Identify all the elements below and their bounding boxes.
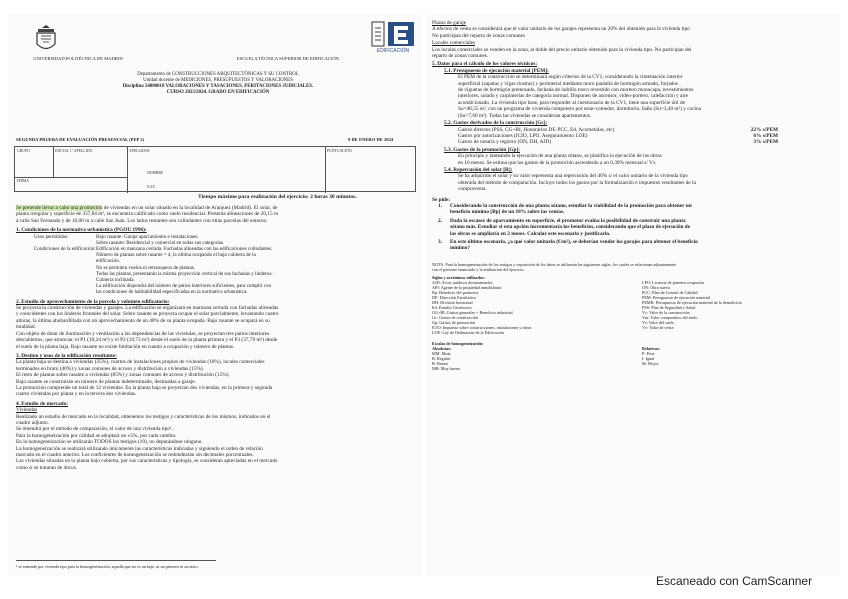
section-4-line: Se obtendrá por el método de comparación, el valor de una vivienda tipo¹.: [16, 426, 173, 433]
acronym: Vm: Valor comparativo del suelo: [642, 314, 698, 320]
section-3-line: terminados en bruto (40%) y zonas comunes de acceso y distribución a viviendas (15%).: [16, 365, 204, 372]
acronym: DF: Dirección Facultativa: [432, 294, 476, 300]
scale-item: B: Bueno: [432, 360, 448, 366]
question-number: 1.: [438, 202, 442, 209]
garage-title: Plazas de garaje: [432, 20, 467, 26]
cost-value: 3% s/PEM: [753, 139, 778, 146]
premises-line: reparto de zonas comunes.: [432, 53, 489, 60]
name-field[interactable]: NOMBRE: [147, 171, 164, 175]
section-4-line: En la homogeneización se utilizarán TODOS los testigos (10), no depurándose ninguno.: [16, 439, 203, 446]
edificacion-logo-icon: [370, 20, 416, 54]
cost-label: Gastos de notaría y registro (ON, DH, AJD): [458, 139, 552, 146]
intro-text: de viviendas en un solar situado en la localidad de Aranjuez (Madrid). El solar, de: [102, 205, 278, 211]
row-value: Cubierta inclinada.: [96, 277, 135, 284]
scale-heading: Absolutas:: [432, 345, 452, 351]
section-2-line: descubiertos, que arrancan: el P1 (10,24 m²) y el P2 (10,73 m²) desde el suelo de la planta primera y el P3 (37,79 m²) desde: [16, 337, 278, 344]
pem-line: de viguetas de hormigón pretensado, fachada de ladrillo tosco revestido con mortero monocapa, revestimientos: [458, 87, 694, 94]
acronym: Vc: Valor de la construcción: [642, 309, 690, 315]
question-text: sótano más. Estudiar si esta opción incrementaría los beneficios, considerando que el plazo de ejecución de: [450, 224, 691, 231]
pem-line: Su=46,55 m², con un programa de vivienda compuesto por estar-comedor, dormitorio, baño (Su=3,40 m²) y cocina: [458, 106, 702, 113]
footnote: ¹ se entiende por vivienda tipo para la homogeneización, aquella que no es un bajo, ni un primero ni un ático.: [16, 564, 199, 569]
acronym: PEM: Presupuesto de ejecución material: [642, 294, 710, 300]
nif-field[interactable]: N.I.F.: [147, 185, 156, 189]
question-number: 2.: [438, 217, 442, 224]
row-value: Sobre rasante: Residencial y comercial en todas sus categorías.: [96, 239, 225, 246]
section-4-line: Realizado un estudio de mercado en la localidad, obtenemos los testigos y características de los mismos, indicados en el: [16, 413, 271, 420]
section-4-line: marcado en el cuadro anterior. Los coeficientes de homogeneización se redondearán sin decimales porcentuales.: [16, 452, 254, 458]
question-1: [438, 203, 836, 216]
cost-value: 6% s/PEM: [753, 132, 778, 139]
department-line: Departamento de CONSTRUCCIONES ARQUITECTÓNICAS Y SU CONTROL: [137, 72, 299, 77]
department-line: Disciplina 54000018 VALORACIONES Y TASACIONES. PERITACIONES JUDICIALES.: [122, 84, 314, 89]
question-3: [438, 239, 836, 252]
acronyms-title: Siglas y acrónimos utilizados:: [432, 274, 485, 280]
section-5-2-title: 5.2. Gastos derivados de la construcción [Gc]:: [444, 120, 548, 127]
student-id-form: [14, 146, 416, 192]
row-value: Edificación en manzana cerrada. Fachadas alineadas con las edificaciones colindantes.: [96, 246, 273, 253]
section-4-line: Para la homogeneización por calidad se adoptará un ±5%, por cada cambio.: [16, 432, 177, 439]
exam-body: [16, 205, 416, 471]
section-2-line: Se proyecta la construcción de viviendas y garajes. La edificación se organizará en manzana cerrada con fachadas alineadas: [16, 305, 279, 312]
pem-line: acondicionado. La vivienda tipo base, para responder al cuestionario de la CV1, tiene una superficie útil de: [458, 99, 685, 106]
intro-line: planta irregular y superficie de 337,84 m², se encuentra calificado como suelo residencial. Presenta alineaciones de 20,15 m: [16, 211, 279, 218]
scale-item: MM: Muía: [432, 350, 451, 356]
exam-page-left: [8, 14, 422, 577]
note-line: NOTA. Para la homogeneización de los testigos y exposición de los datos se utilizarán las siguientes siglas, los cuales se relacionan adjuntamente: [432, 261, 676, 267]
section-4-subtitle: Viviendas: [16, 407, 38, 414]
row-value: No se permiten vuelos ni retranqueos de plantas.: [96, 264, 196, 271]
intro-highlight: Se pretende llevar a cabo una promoción: [16, 205, 103, 211]
section-3-line: La planta baja se destina a viviendas (35%), cuartos de instalaciones propios de viviendas (10%), locales comerciales: [16, 359, 265, 366]
scale-item: I: Igual: [642, 355, 655, 361]
question-text: En este último escenario, ¿a qué valor unitario (€/m²), se deberían vender los garajes para obtener el beneficio: [450, 239, 698, 245]
section-5-4-title: 5.4. Repercusión del solar [R]:: [444, 166, 513, 173]
scale-item: B: Regular: [432, 355, 451, 361]
land-line: compraventa.: [458, 186, 487, 193]
pem-line: interiores, solado y carpinterías de categoría normal. Disponen de ascensor, video-portero, calefacción y aire: [458, 93, 688, 100]
garage-line: No participan del reparto de zonas comunes: [432, 32, 525, 39]
row-value: Bajo rasante: Garaje aparcamiento e instalaciones.: [96, 233, 199, 240]
acronym: ON: Obra nueva: [642, 284, 670, 290]
pem-line: superficial (zapatas y vigas riostras) y perimetral mediante muro pantalla de hormigón armado, forjados: [458, 80, 679, 87]
acronyms-table: [432, 280, 836, 335]
promotion-line: en 16 meses. Se estima que los gastos de la promoción ascenderán a un 0,30% mensual s/ Vv.: [458, 159, 657, 166]
initial-field[interactable]: INICIAL 1º APELLIDO: [55, 149, 93, 153]
questions-label: Se pide:: [432, 196, 451, 203]
acronym: Vs: Valor del suelo: [642, 319, 674, 325]
acronym: AJD: Actos jurídicos documentados: [432, 279, 493, 285]
section-5-1-title: 5.1. Presupuesto de ejecución material [PEM]:: [444, 67, 549, 74]
uses-row: [34, 234, 416, 246]
scale-item: P: Peor: [642, 350, 655, 356]
acronym: ICIO: Impuesto sobre construcciones, instalaciones y obras: [432, 324, 532, 330]
cost-label: Gastos directos (PSS, CG+BI, Honorarios DF, PCC, Ed, Acometidas, etc): [458, 126, 615, 133]
question-2: [438, 218, 836, 237]
camscanner-watermark: Escaneado con CamScanner: [656, 574, 813, 588]
row-key: Usos permitidos:: [34, 233, 69, 240]
acronym: LPO: Licencia de primera ocupación: [642, 279, 704, 285]
note-line: con el presente enunciado y la realización del ejercicio.: [432, 266, 525, 272]
section-2-line: el suelo de la planta baja. Bajo rasante no existe limitación en cuanto a ocupación y número de plantas.: [16, 343, 235, 350]
garage-line: A efectos de venta se considerará que el valor unitario de los garajes representa un 20% del obtenido para la vivienda tipo: [432, 26, 690, 33]
section-2-line: y coincidentes con los linderos frontales del solar. Sobre rasante se proyecta ocupar el solar parcialmente, levantando cuatro: [16, 311, 279, 318]
section-3-line: El resto de plantas sobre rasante a viviendas (85%) y zonas comunes de acceso y distribución (15%).: [16, 372, 230, 379]
school-name: ESCUELA TÉCNICA SUPERIOR DE EDIFICACIÓN: [236, 56, 340, 61]
land-line: Se ha adquirido el solar y su valor representa una repercusión del 40% s/ el valor unitario de la vivienda tipo: [458, 173, 688, 180]
surnames-field[interactable]: APELLIDOS: [129, 149, 150, 153]
question-text: beneficio mínimo [Bp] de un 18% sobre las ventas.: [450, 209, 565, 216]
section-2-line: alturas, la última abuhardillada con un aprovechamiento de un 40% de su planta ocupada. Bajo rasante se ocupará en su: [16, 317, 270, 324]
section-3-line: Bajo rasante se construirán un número de plantas indeterminado, destinadas a garaje.: [16, 378, 196, 385]
score-field[interactable]: PUNTUACIÓN: [327, 149, 352, 153]
university-crest-icon: [34, 24, 58, 54]
department-line: Unidad docente de MEDICIONES, PRESUPUESTOS Y VALORACIONES: [143, 78, 293, 83]
university-name: UNIVERSIDAD POLITÉCNICA DE MADRID: [33, 56, 123, 61]
section-3-line: cuatro viviendas por planta y en la tercera dos viviendas.: [16, 391, 137, 398]
question-text: mínimo?: [450, 245, 471, 252]
pem-line: El PEM de la construcción se determinará según criterios de la CV1, considerando la cimentación interior: [458, 74, 683, 81]
logo-text: EDIFICACIÓN: [376, 48, 410, 54]
scales-title: Escalas de homogeneización:: [432, 340, 484, 346]
intro-line: a calle San Fernando y de 16,00 m a calle San Juan. Los lados restantes son colindantes con otras parcelas del entorno.: [16, 217, 268, 224]
section-2-line: totalidad.: [16, 324, 36, 331]
right-body: [432, 20, 836, 371]
exam-date: 9 DE ENERO DE 2024: [348, 137, 394, 142]
acronym: DH: División horizontal: [432, 299, 473, 305]
row-value: Número de plantas sobre rasante = 4, la última ocupando el bajo cubierta de la: [96, 252, 256, 259]
building-conditions-row: [34, 246, 416, 296]
section-1-title: 1. Condiciones de la normativa urbanística (PGOU 1996):: [16, 227, 147, 234]
section-4-line: Las viviendas situadas en la planta bajo cubierta, por sus características y tipología, se consideran apreciadas en el mercado: [16, 458, 278, 465]
acronym: Gp: Gastos de promoción: [432, 319, 475, 325]
row-value: las condiciones de habitabilidad especificadas en la normativa urbanística.: [96, 289, 248, 296]
acronym: PEMR: Presupuesto de ejecución material de la demolición: [642, 299, 742, 305]
question-text: Dada la escasez de aparcamiento en superficie, el promotor evalúa la posibilidad de construir una planta: [450, 217, 686, 224]
promotion-line: En principio y tanteando la ejecución de una planta sótano, se planifica la ejecución de las obras: [458, 153, 662, 160]
acronym: API: Agente de la propiedad inmobiliaria: [432, 284, 502, 290]
row-key: Condiciones de la edificación:: [34, 246, 96, 253]
question-text: Considerando la construcción de una planta sótano, estudiar la viabilidad de la promoción para obtener un: [450, 202, 692, 209]
grupo-field[interactable]: GRUPO: [17, 149, 30, 153]
time-limit: Tiempo máximo para realización del ejercicio: 2 horas 30 minutos.: [198, 194, 357, 200]
section-4-line: cuadro adjunto.: [16, 419, 49, 426]
department-line: CURSO 2023/2024. GRADO EN EDIFICACIÓN: [166, 90, 270, 95]
pem-line: (Su=7,60 m²). Todas las viviendas se consideran apartamentos.: [458, 112, 592, 119]
cost-row: [458, 139, 778, 145]
acronym: Vv: Valor de venta: [642, 324, 674, 330]
question-text: las obras se ampliaría en 2 meses. Calcular este escenario y justificarlo.: [450, 230, 611, 237]
cost-label: Gastos por autorizaciones (ICIO, LPO, Aseguramiento LOE): [458, 132, 588, 139]
section-4-title: 4. Estudio de mercado:: [16, 400, 68, 407]
acronym: LOE: Ley de Ordenación de la Edificación: [432, 329, 504, 335]
exam-title: SEGUNDA PRUEBA DE EVALUACIÓN PRESENCIAL (PEP 2): [16, 137, 145, 142]
cost-value: 22% s/PEM: [750, 126, 778, 133]
acronym: PCC: Plan de Control de Calidad: [642, 289, 698, 295]
exam-page-right: [426, 14, 840, 577]
acronym: Ed: Estudio Geotécnico: [432, 304, 472, 310]
acronym: Bp: Beneficio del promotor: [432, 289, 479, 295]
department-block: [68, 72, 368, 96]
section-2-line: Con objeto de dotar de iluminación y ventilación a las dependencias de las viviendas, se proyectan tres patios interiores: [16, 330, 270, 337]
acronym: Gc: Gastos de construcción: [432, 314, 478, 320]
question-number: 3.: [438, 239, 442, 245]
section-4-line: La homogeneización se realizará utilizando únicamente las características indicadas y siguiendo el orden de relación: [16, 445, 263, 452]
section-5-3-title: 5.3. Gastos de la promoción [Gp]:: [444, 146, 520, 153]
premises-line: Los locales comerciales se venden en la zona, al doble del precio unitario obtenido para la vivienda tipo. No participan del: [432, 46, 692, 53]
signature-field[interactable]: FIRMA: [17, 179, 30, 183]
scales-table: [432, 346, 836, 371]
scale-item: M: Mejor: [642, 360, 659, 366]
scale-heading: Relativas:: [642, 345, 660, 351]
acronym: GG+BI: Gastos generales + Beneficio industrial: [432, 309, 513, 315]
section-2-title: 2. Estudio de aprovechamiento de la parcela y volumen edificatorio:: [16, 298, 170, 305]
acronym: PSS: Plan de Seguridad y Salud: [642, 304, 696, 310]
section-5-title: 5. Datos para el cálculo de los valores técnicos:: [432, 61, 538, 68]
row-value: edificación.: [96, 258, 120, 265]
row-value: Todas las plantas, presentarán la misma proyección vertical de sus fachadas y linderos.: [96, 270, 273, 277]
section-4-line: como si se trataran de áticos.: [16, 464, 78, 471]
land-line: obtenida del método de comparación. Incluye todos los gastos por la formalización e impuestos resultantes de la: [458, 179, 696, 186]
scale-item: MB: Muy bueno: [432, 365, 460, 371]
section-3-line: La promoción comprende un total de 12 viviendas. En la planta baja se proyectan dos viviendas, en la primera y segunda: [16, 384, 273, 391]
premises-title: Locales comerciales: [432, 40, 476, 47]
section-3-title: 3. Destino y usos de la edificación resultante:: [16, 352, 117, 359]
row-value: La edificación dispondrá del número de patios interiores suficientes, para cumplir con: [96, 283, 272, 290]
